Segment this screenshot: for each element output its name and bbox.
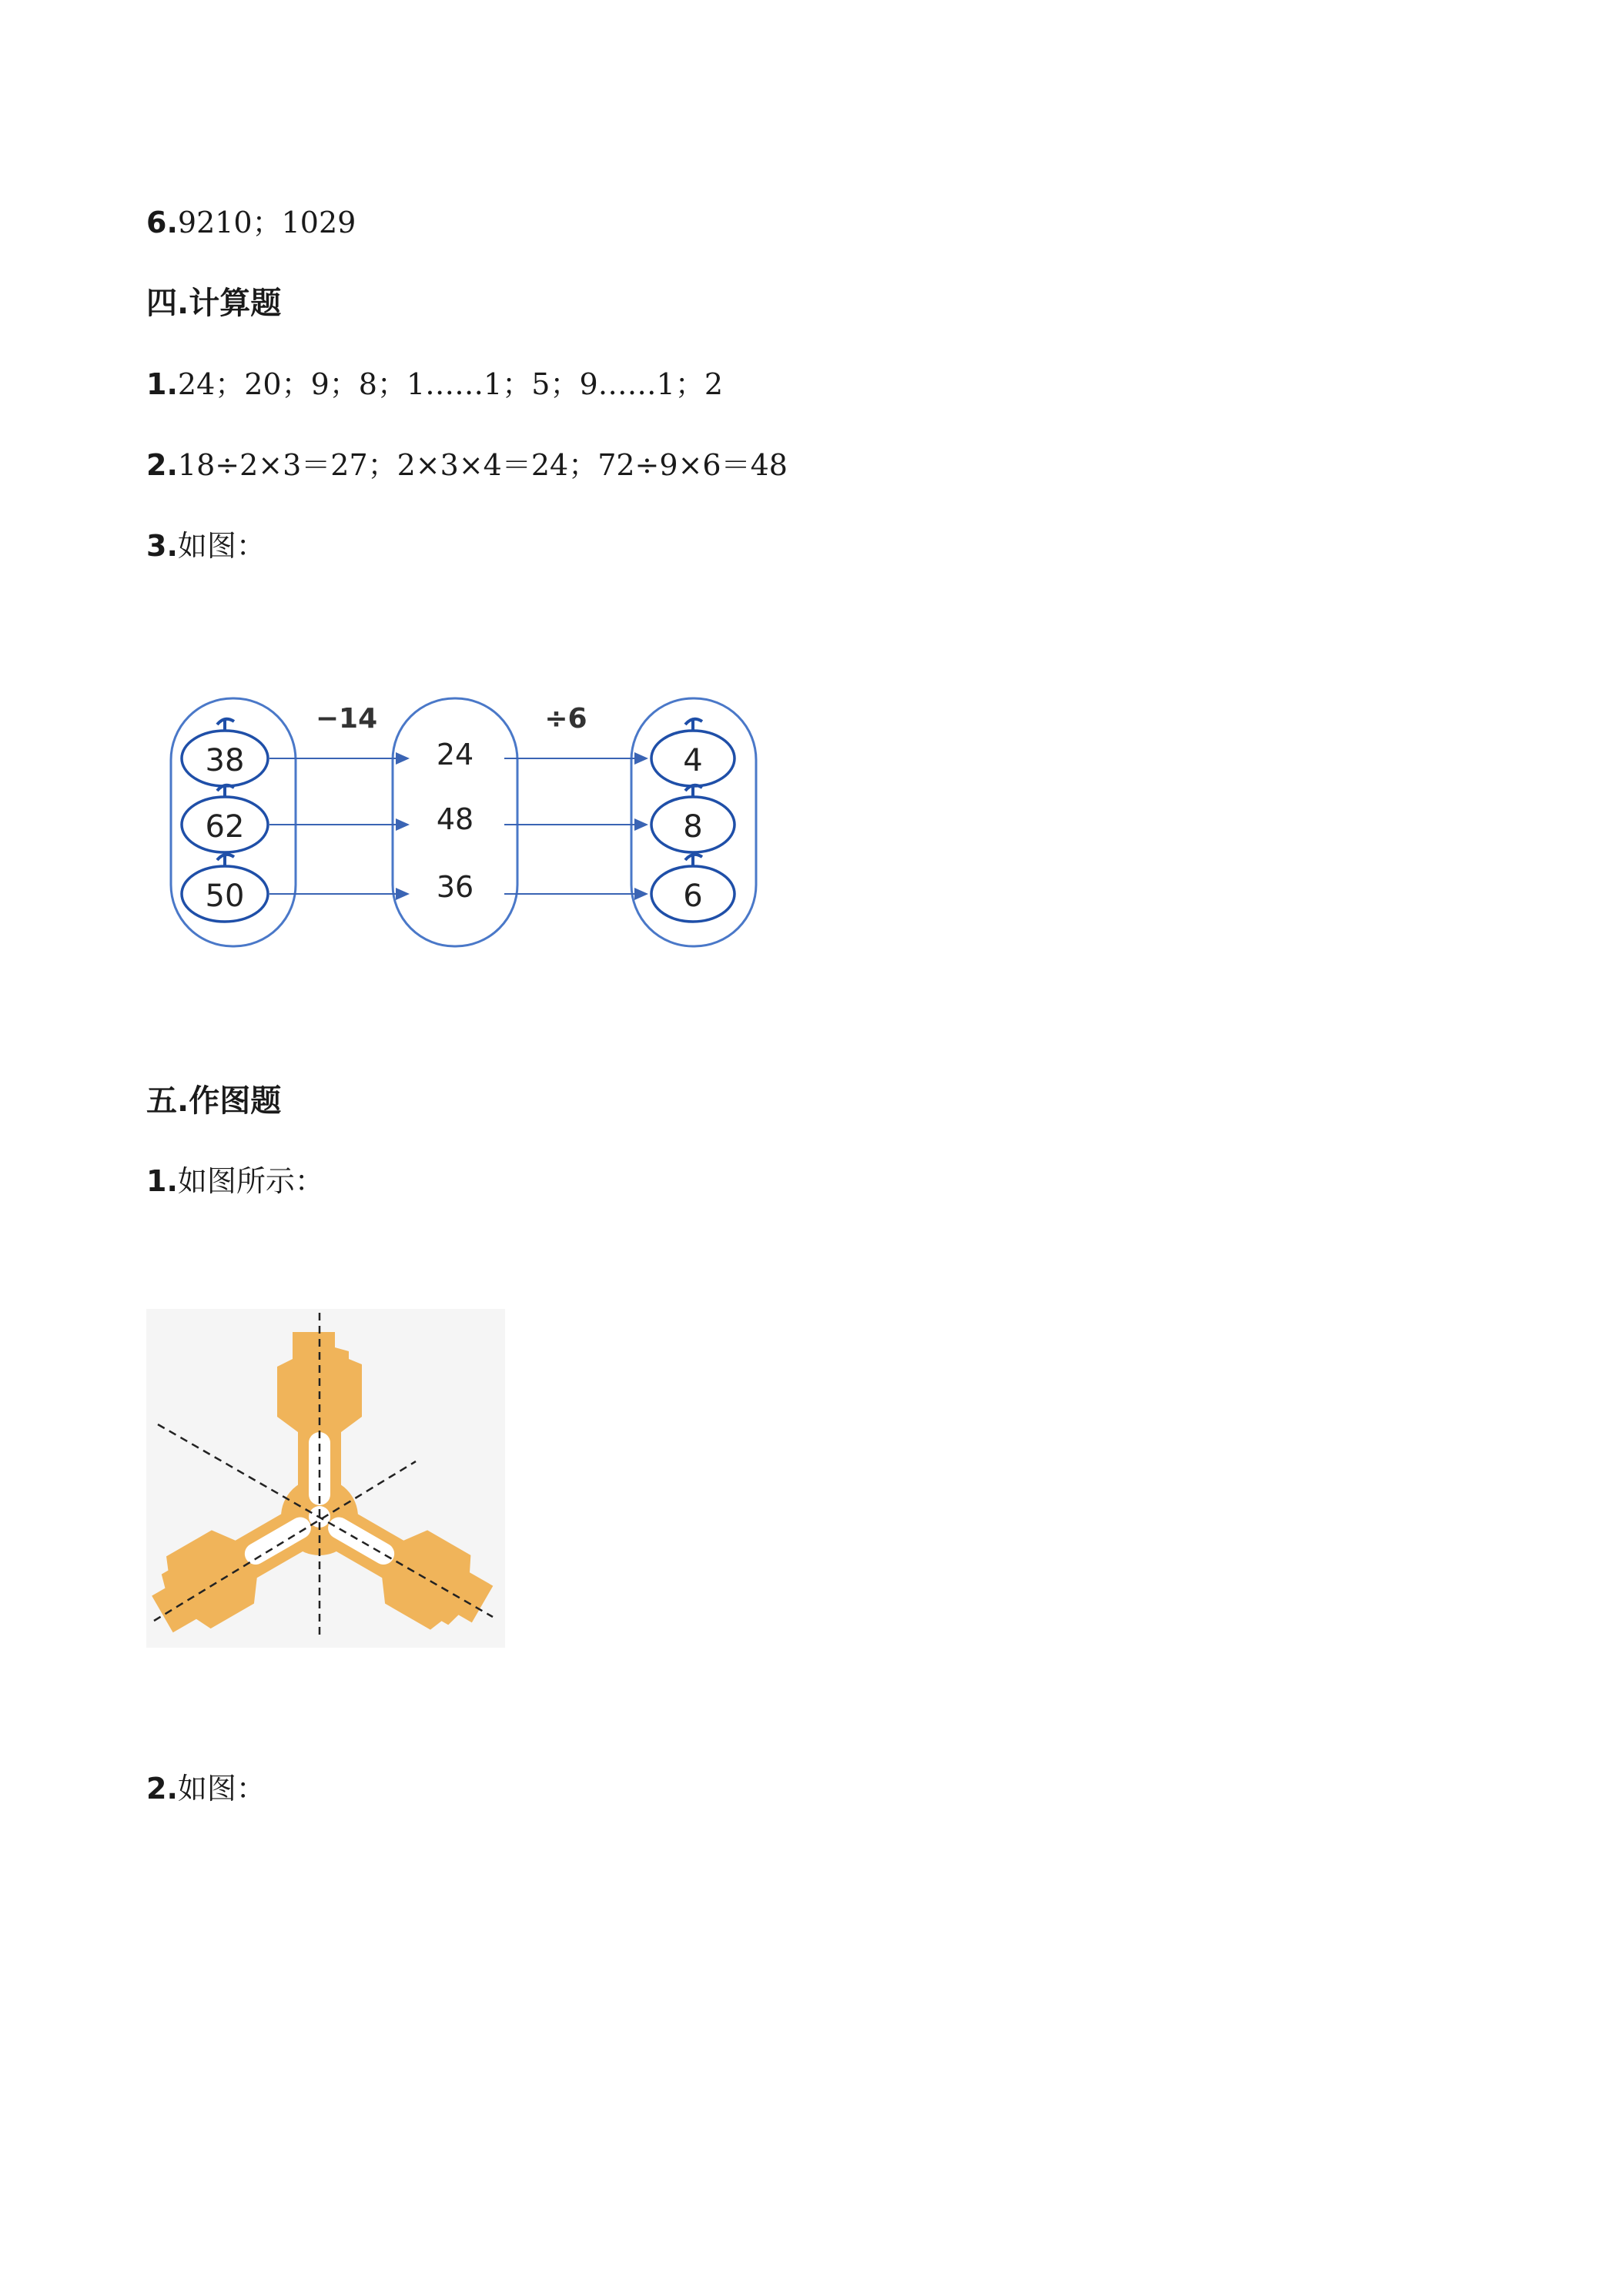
calc-answer-3 — [146, 522, 266, 564]
left-value: 62 — [205, 809, 245, 845]
item-number: 2. — [146, 1772, 178, 1806]
drawing-answer-1 — [146, 1157, 324, 1200]
calc-answer-1 — [146, 360, 723, 403]
answer-6 — [146, 199, 356, 241]
item-text: 如图： — [177, 529, 266, 563]
item-number: 6. — [146, 206, 178, 239]
apple-left-2 — [182, 785, 268, 852]
operation-label-minus: −14 — [315, 703, 378, 735]
item-text: 24；20；9；8；1……1；5；9……1；2 — [177, 367, 724, 401]
item-number: 1. — [146, 1164, 178, 1198]
apple-right-3 — [651, 855, 735, 922]
mapping-figure — [154, 681, 770, 959]
item-number: 1. — [146, 367, 178, 401]
apple-right-1 — [651, 719, 735, 786]
item-text: 如图所示： — [177, 1164, 324, 1198]
middle-value: 24 — [436, 738, 474, 771]
right-value: 4 — [683, 743, 703, 778]
item-number: 3. — [146, 529, 178, 563]
item-text: 如图： — [177, 1772, 266, 1806]
right-value: 8 — [683, 809, 703, 845]
item-text: 9210；1029 — [177, 206, 356, 239]
section-5-title: 五.作图题 — [146, 1083, 282, 1119]
middle-value: 48 — [436, 802, 474, 836]
calc-answer-2 — [146, 441, 788, 484]
item-text: 18÷2×3＝27；2×3×4＝24；72÷9×6＝48 — [177, 448, 788, 482]
middle-value: 36 — [436, 870, 474, 904]
section-4-title: 四.计算题 — [146, 286, 282, 321]
apple-left-1 — [182, 719, 268, 786]
left-value: 50 — [205, 879, 245, 914]
item-number: 2. — [146, 448, 178, 482]
operation-label-divide: ÷6 — [544, 703, 587, 735]
left-value: 38 — [205, 743, 245, 778]
apple-left-3 — [182, 855, 268, 922]
right-value: 6 — [683, 879, 703, 914]
drawing-answer-2 — [146, 1765, 266, 1807]
symmetry-figure — [146, 1309, 505, 1648]
apple-right-2 — [651, 785, 735, 852]
